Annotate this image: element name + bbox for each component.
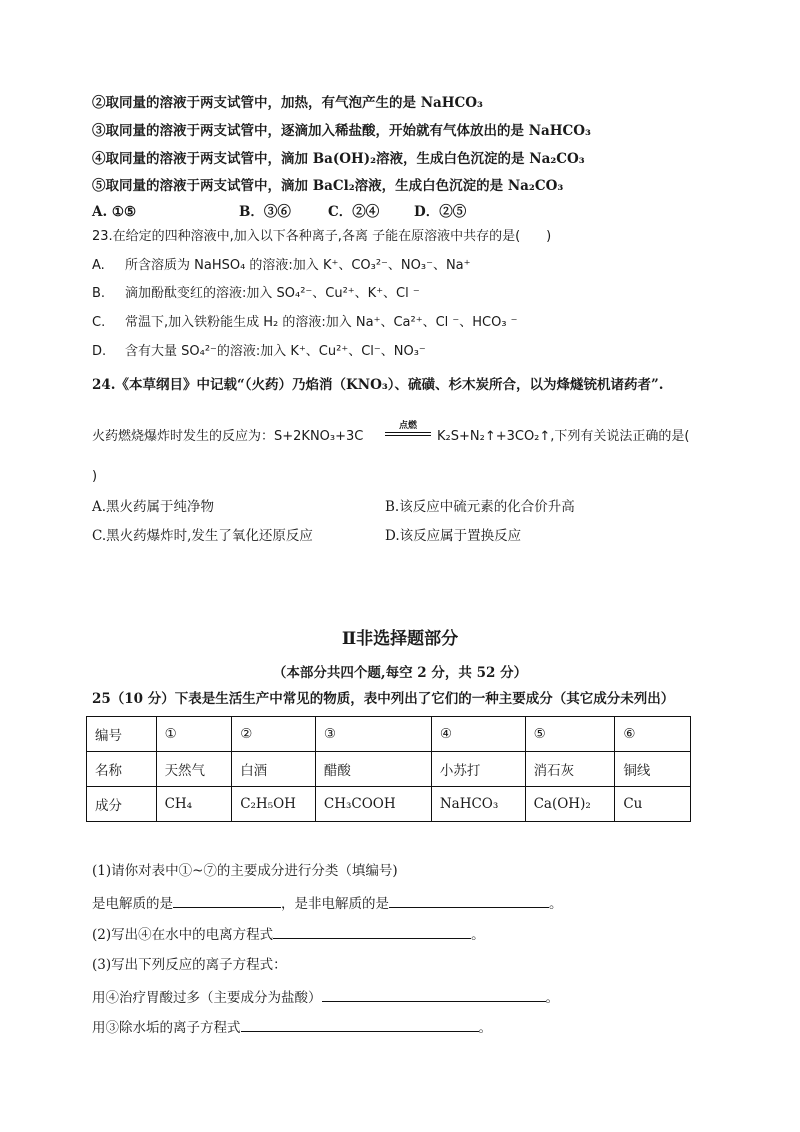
- electrolyte-answer-blank[interactable]: [173, 894, 281, 908]
- section-title: Ⅱ非选择题部分: [341, 629, 459, 649]
- descaling-equation-blank[interactable]: [241, 1018, 479, 1032]
- table-cell: 小苏打: [431, 752, 525, 787]
- q25-part-1: (1)请你对表中①~⑦的主要成分进行分类（填编号): [92, 863, 398, 879]
- q23-option-c-key: C.: [92, 315, 106, 330]
- q24-reaction-arrow: [385, 418, 431, 436]
- q23-stem: 23.在给定的四种溶液中,加入以下各种离子,各离 子能在原溶液中共存的是( ): [92, 229, 552, 244]
- q25-part-1-end: 。: [549, 896, 563, 912]
- q24-option-d[interactable]: D.该反应属于置换反应: [385, 528, 522, 544]
- q22-options: [92, 203, 466, 221]
- table-cell: CH₄: [156, 787, 232, 822]
- q22-statement-4: ④取同量的溶液于两支试管中，滴加 Ba(OH)₂溶液，生成白色沉淀的是 Na₂CO₃: [92, 151, 585, 167]
- table-cell: ①: [156, 717, 232, 752]
- q25-part-3b-end: 。: [478, 1020, 492, 1036]
- q23-option-b-key: B.: [92, 286, 106, 301]
- q24-option-b[interactable]: B.该反应中硫元素的化合价升高: [385, 499, 575, 515]
- q25-part-2-line: [92, 925, 485, 944]
- table-cell: 白酒: [232, 752, 316, 787]
- q25-stem: 25（10 分）下表是生活生产中常见的物质，表中列出了它们的一种主要成分（其它成分未列出）: [92, 691, 675, 707]
- q24-option-a[interactable]: A.黑火药属于纯净物: [92, 499, 215, 515]
- q22-statement-3: ③取同量的溶液于两支试管中，逐滴加入稀盐酸，开始就有气体放出的是 NaHCO₃: [92, 123, 591, 139]
- table-cell: 醋酸: [315, 752, 431, 787]
- table-cell: 编号: [87, 717, 157, 752]
- ionization-equation-blank[interactable]: [273, 925, 471, 939]
- table-cell: Cu: [615, 787, 691, 822]
- q25-part-3a-line: [92, 988, 559, 1007]
- q25-nonelectrolyte-label: ，是非电解质的是: [281, 896, 389, 912]
- nonelectrolyte-answer-blank[interactable]: [389, 894, 549, 908]
- q25-part-3a-end: 。: [545, 990, 559, 1006]
- q22-option-d[interactable]: D．②⑤: [414, 204, 467, 220]
- q25-part-3a: 用④治疗胃酸过多（主要成分为盐酸）: [92, 990, 322, 1006]
- table-cell: 消石灰: [525, 752, 615, 787]
- table-cell: 铜线: [615, 752, 691, 787]
- q24-equation-left: 火药燃烧爆炸时发生的反应为：S+2KNO₃+3C: [92, 429, 364, 444]
- q24-close-paren: ): [92, 469, 98, 484]
- table-cell: ⑥: [615, 717, 691, 752]
- table-cell: 天然气: [156, 752, 232, 787]
- table-cell: CH₃COOH: [315, 787, 431, 822]
- q25-part-2-end: 。: [471, 927, 485, 943]
- q23-option-a[interactable]: [92, 257, 471, 275]
- q23-option-c[interactable]: [92, 314, 518, 332]
- q24-equals-bar: [385, 432, 431, 436]
- q23-option-d-text: 含有大量 SO₄²⁻的溶液:加入 K⁺、Cu²⁺、Cl⁻、NO₃⁻: [125, 344, 426, 359]
- q25-part-3: (3)写出下列反应的离子方程式：: [92, 957, 287, 973]
- q24-condition: 点燃: [398, 421, 417, 431]
- q23-option-d[interactable]: [92, 343, 426, 361]
- q25-electrolyte-label: 是电解质的是: [92, 896, 173, 912]
- table-row: [87, 752, 691, 787]
- q24-option-c[interactable]: C.黑火药爆炸时,发生了氧化还原反应: [92, 528, 313, 544]
- q25-part-1-line: [92, 894, 563, 913]
- table-cell: 成分: [87, 787, 157, 822]
- table-cell: 名称: [87, 752, 157, 787]
- table-cell: C₂H₅OH: [232, 787, 316, 822]
- q25-part-3b: 用③除水垢的离子方程式: [92, 1020, 241, 1036]
- q23-option-d-key: D.: [92, 344, 107, 359]
- q23-option-a-text: 所含溶质为 NaHSO₄ 的溶液:加入 K⁺、CO₃²⁻、NO₃⁻、Na⁺: [125, 258, 471, 273]
- table-row: [87, 787, 691, 822]
- section-subtitle: （本部分共四个题,每空 2 分，共 52 分）: [272, 665, 528, 681]
- table-cell: ⑤: [525, 717, 615, 752]
- q23-option-a-key: A.: [92, 258, 105, 273]
- table-cell: ②: [232, 717, 316, 752]
- q23-option-c-text: 常温下,加入铁粉能生成 H₂ 的溶液:加入 Na⁺、Ca²⁺、Cl ⁻、HCO₃ ⁻: [125, 315, 518, 330]
- q24-stem: 24.《本草纲目》中记载“（火药）乃焰消（KNO₃）、硫磺、杉木炭所合，以为烽燧铳机诸药者”.: [92, 377, 664, 393]
- q22-option-c[interactable]: C．②④: [328, 204, 380, 220]
- substances-table: [86, 716, 691, 822]
- q23-option-b[interactable]: [92, 285, 420, 303]
- q25-part-3b-line: [92, 1018, 492, 1037]
- q22-option-a[interactable]: A. ①⑤: [92, 204, 137, 220]
- table-row: [87, 717, 691, 752]
- q23-option-b-text: 滴加酚酞变红的溶液:加入 SO₄²⁻、Cu²⁺、K⁺、Cl ⁻: [125, 286, 420, 301]
- q22-statement-2: ②取同量的溶液于两支试管中，加热，有气泡产生的是 NaHCO₃: [92, 95, 483, 111]
- q24-equation-right: K₂S+N₂↑+3CO₂↑,下列有关说法正确的是(: [437, 429, 690, 444]
- q22-option-b[interactable]: B．③⑥: [239, 204, 291, 220]
- antacid-equation-blank[interactable]: [322, 988, 546, 1002]
- table-cell: ③: [315, 717, 431, 752]
- table-cell: NaHCO₃: [431, 787, 525, 822]
- q22-statement-5: ⑤取同量的溶液于两支试管中，滴加 BaCl₂溶液，生成白色沉淀的是 Na₂CO₃: [92, 178, 564, 194]
- q25-part-2: (2)写出④在水中的电离方程式: [92, 927, 274, 943]
- table-cell: Ca(OH)₂: [525, 787, 615, 822]
- table-cell: ④: [431, 717, 525, 752]
